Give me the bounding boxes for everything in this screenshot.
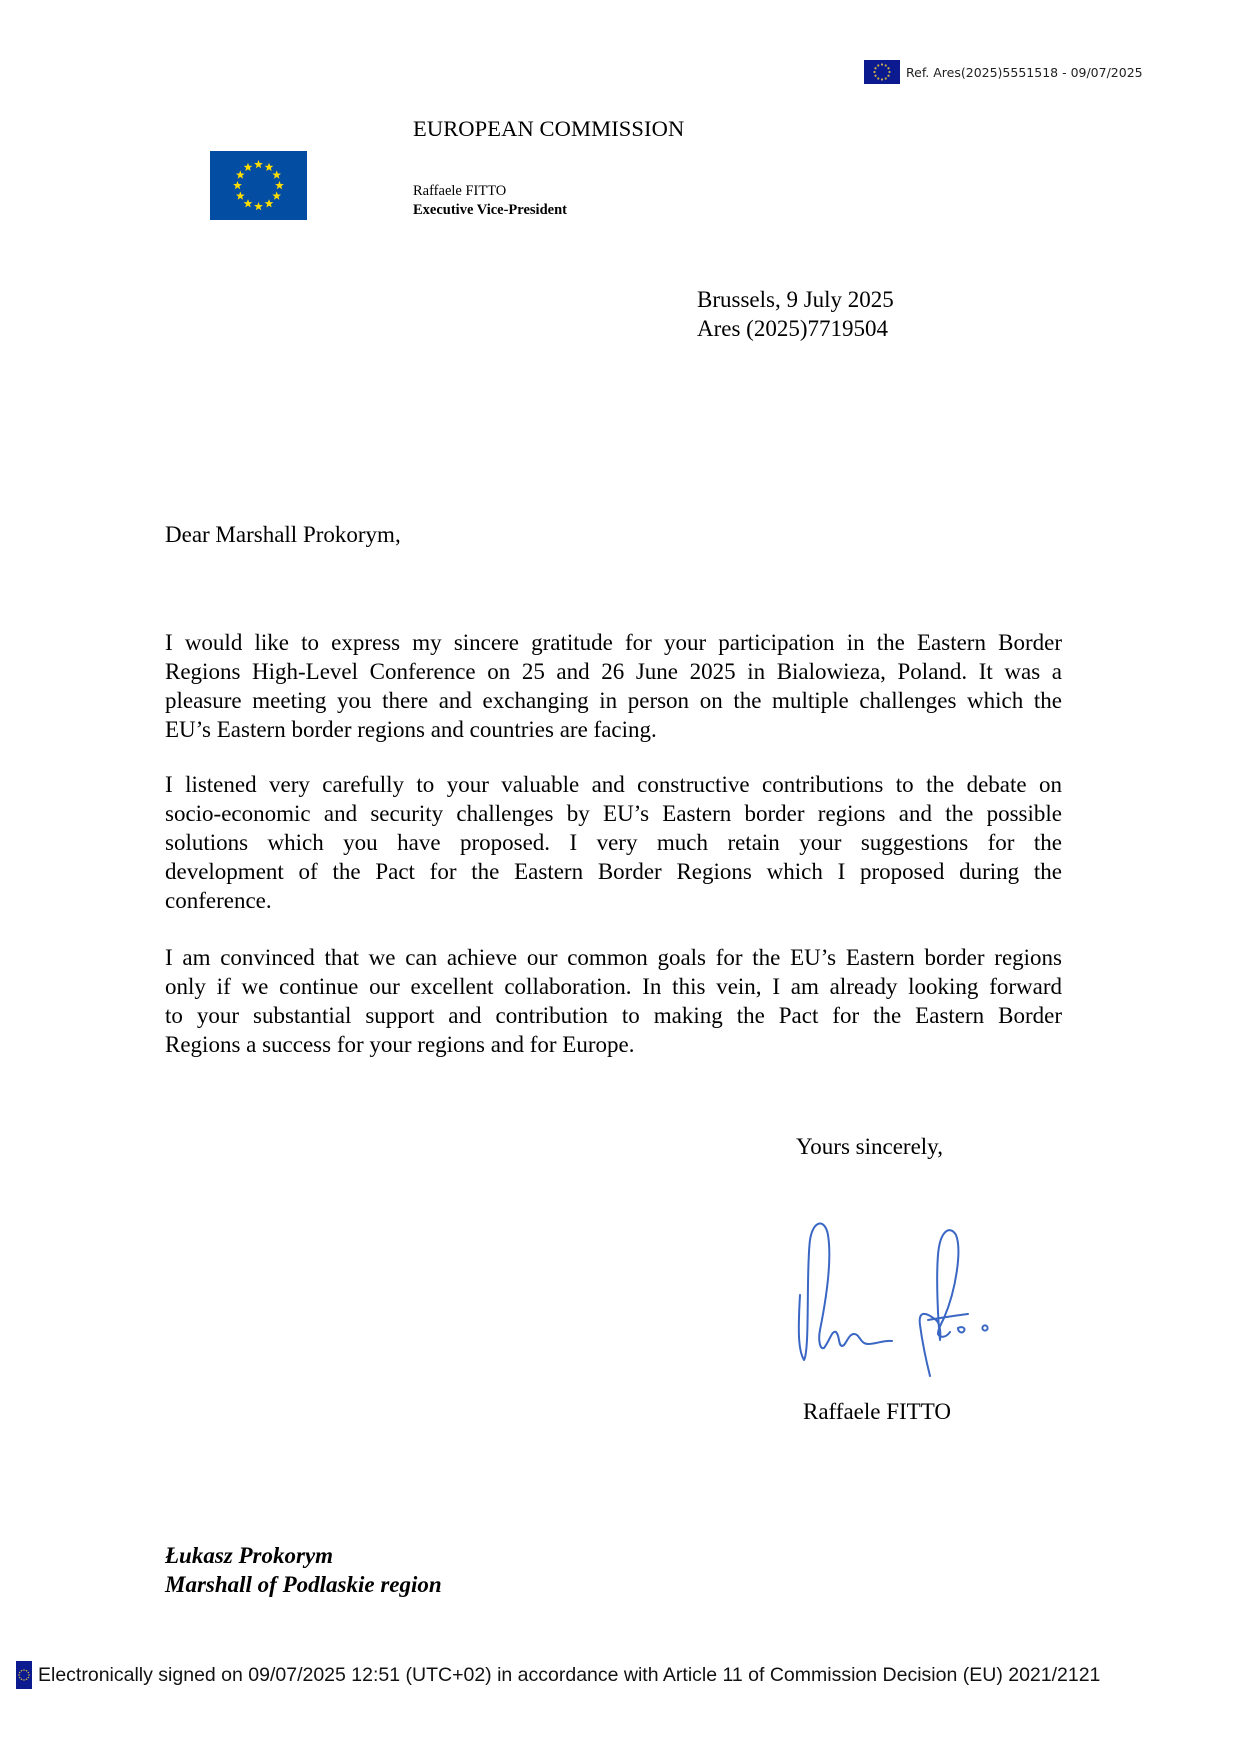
paragraph-line: I am convinced that we can achieve our common goals for the EU’s Eastern border regions [165, 945, 1062, 970]
flag-star [18, 1674, 20, 1676]
building-line [311, 211, 393, 220]
building-line [311, 136, 393, 166]
paragraph-line: EU’s Eastern border regions and countries are facing. [165, 717, 657, 742]
flag-star [19, 1672, 21, 1674]
flag-star [28, 1677, 30, 1679]
building-line [163, 110, 275, 143]
place-date: Brussels, 9 July 2025 [697, 287, 894, 312]
e-signature-footer [16, 1661, 1100, 1689]
paragraph-line: I listened very carefully to your valuable and constructive contributions to the debate on [165, 772, 1062, 797]
flag-star [28, 1674, 30, 1676]
paragraph-line: development of the Pact for the Eastern Border Regions which I proposed during the [165, 859, 1062, 884]
flag-star [21, 1679, 23, 1681]
paragraph-1 [165, 628, 1062, 744]
footer-text: Electronically signed on 09/07/2025 12:51 (UTC+02) in accordance with Article 11 of Commission Decision (EU) 2021/2121 [38, 1663, 1101, 1686]
signatory-name: Raffaele FITTO [803, 1399, 951, 1424]
ref-number: Ref. Ares(2025)5551518 - 09/07/2025 [906, 64, 1143, 80]
institution-name: EUROPEAN COMMISSION [413, 116, 685, 141]
eu-flag-icon [16, 1661, 32, 1689]
flag-star [888, 71, 890, 73]
flag-star [885, 64, 887, 66]
flag-star [887, 75, 889, 77]
building-line [311, 143, 393, 171]
paragraph-line: pleasure meeting you there and exchanging in person on the multiple challenges which the [165, 688, 1062, 713]
handwritten-signature [780, 1200, 1000, 1380]
dateline [697, 285, 894, 343]
building-line [311, 184, 393, 201]
flag-star [877, 64, 879, 66]
flag-star [21, 1670, 23, 1672]
building-line [311, 218, 393, 220]
flag-star [26, 1670, 28, 1672]
recipient-block [165, 1541, 442, 1599]
flag-star [874, 67, 876, 69]
flag-star [23, 1679, 25, 1681]
building-line [311, 170, 393, 191]
ec-logo [163, 104, 393, 220]
flag-star [885, 77, 887, 79]
berlaymont-building-icon [163, 104, 393, 220]
paragraph-3 [165, 943, 1062, 1059]
sender-title: Executive Vice-President [413, 202, 567, 218]
valediction: Yours sincerely, [796, 1134, 943, 1159]
flag-star [881, 78, 883, 80]
building-line [163, 121, 275, 150]
building-line [311, 177, 393, 196]
flag-star [881, 63, 883, 65]
paragraph-line: to your substantial support and contribution to making the Pact for the Eastern Border [165, 1003, 1062, 1028]
flag-star [28, 1672, 30, 1674]
reference-number: Ares (2025)7719504 [697, 316, 888, 341]
paragraph-line: conference. [165, 888, 272, 913]
paragraph-2 [165, 770, 1062, 915]
paragraph-line: I would like to express my sincere gratitude for your participation in the Eastern Border [165, 630, 1062, 655]
building-line [311, 150, 393, 176]
paragraph-line: Regions High-Level Conference on 25 and 26 June 2025 in Bialowieza, Poland. It was a [165, 659, 1062, 684]
sender-name: Raffaele FITTO [413, 183, 507, 199]
flag-star [877, 77, 879, 79]
building-line [311, 197, 393, 211]
paragraph-line: Regions a success for your regions and for Europe. [165, 1032, 635, 1057]
paragraph-line: socio-economic and security challenges by EU’s Eastern border regions and the possible [165, 801, 1062, 826]
building-line [311, 123, 393, 156]
ref-stamp [864, 59, 1143, 85]
recipient-title: Marshall of Podlaskie region [165, 1572, 442, 1597]
eu-flag-icon [864, 60, 900, 84]
recipient-name: Łukasz Prokorym [165, 1543, 334, 1568]
paragraph-line: only if we continue our excellent collaboration. In this vein, I am already looking forward [165, 974, 1062, 999]
salutation: Dear Marshall Prokorym, [165, 522, 401, 547]
paragraph-line: solutions which you have proposed. I very much retain your suggestions for the [165, 830, 1062, 855]
building-line [311, 204, 393, 216]
flag-star [23, 1669, 25, 1671]
flag-star [874, 75, 876, 77]
building-line [311, 116, 393, 151]
flag-star [873, 71, 875, 73]
building-line [311, 163, 393, 186]
flag-star [26, 1679, 28, 1681]
flag-star [19, 1677, 21, 1679]
flag-star [887, 67, 889, 69]
building-line [311, 191, 393, 206]
building-line [311, 129, 393, 161]
building-line [311, 157, 393, 181]
